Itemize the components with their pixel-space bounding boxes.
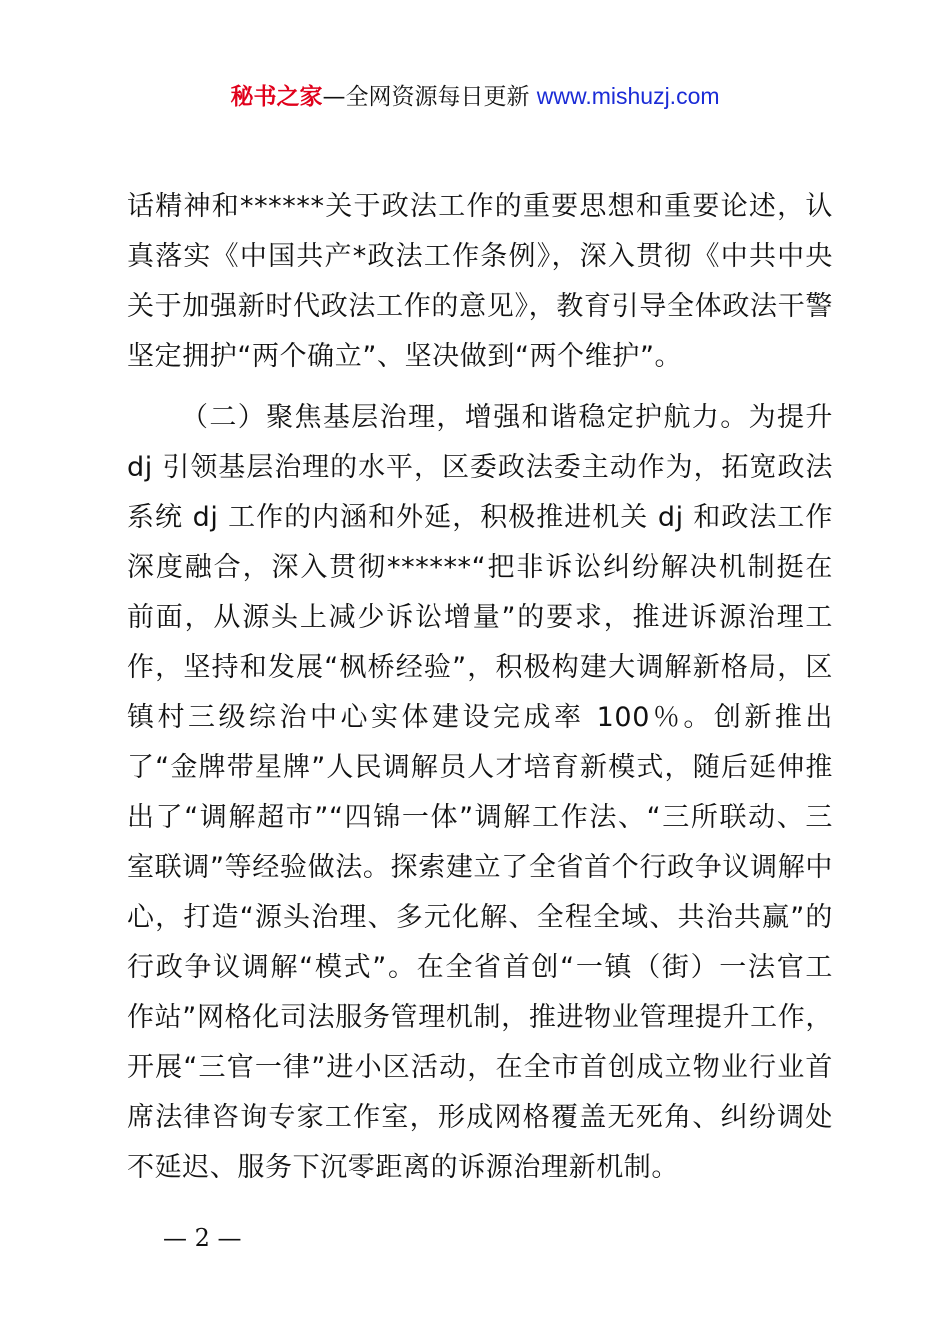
- page-number: — 2 —: [163, 1224, 242, 1252]
- header-tagline: —全网资源每日更新: [322, 84, 537, 110]
- brand-name: 秘书之家: [230, 84, 323, 110]
- paragraph-grassroots-governance: （二）聚焦基层治理，增强和谐稳定护航力。为提升 dj 引领基层治理的水平，区委政法委主动作为，拓宽政法系统 dj 工作的内涵和外延，积极推进机关 dj 和政法工作深度融合，深入贯彻******“把非诉讼纠纷解决机制挺在前面，从源头上减少诉讼增量”的要求，推进诉源治理工作，坚持和发展“枫桥经验”，积极构建大调解新格局，区镇村三级综治中心实体建设完成率 100％。创新推出了“金牌带星牌”人民调解员人才培育新模式，随后延伸推出了“调解超市”“四锦一体”调解工作法、“三所联动、三室联调”等经验做法。探索建立了全省首个行政争议调解中心，打造“源头治理、多元化解、全程全域、共治共赢”的行政争议调解“模式”。在全省首创“一镇（街）一法官工作站”网格化司法服务管理机制，推进物业管理提升工作，开展“三官一律”进小区活动，在全市首创成立物业行业首席法律咨询专家工作室，形成网格覆盖无死角、纠纷调处不延迟、服务下沉零距离的诉源治理新机制。: [127, 402, 833, 1183]
- website-link[interactable]: www.mishuzj.com: [536, 83, 720, 109]
- paragraph-continued: 话精神和******关于政法工作的重要思想和重要论述，认真落实《中国共产*政法工作条例》，深入贯彻《中共中央关于加强新时代政法工作的意见》，教育引导全体政法干警坚定拥护“两个确立”、坚决做到“两个维护”。: [127, 191, 833, 372]
- document-body: [127, 182, 833, 1193]
- page-header: [0, 80, 950, 113]
